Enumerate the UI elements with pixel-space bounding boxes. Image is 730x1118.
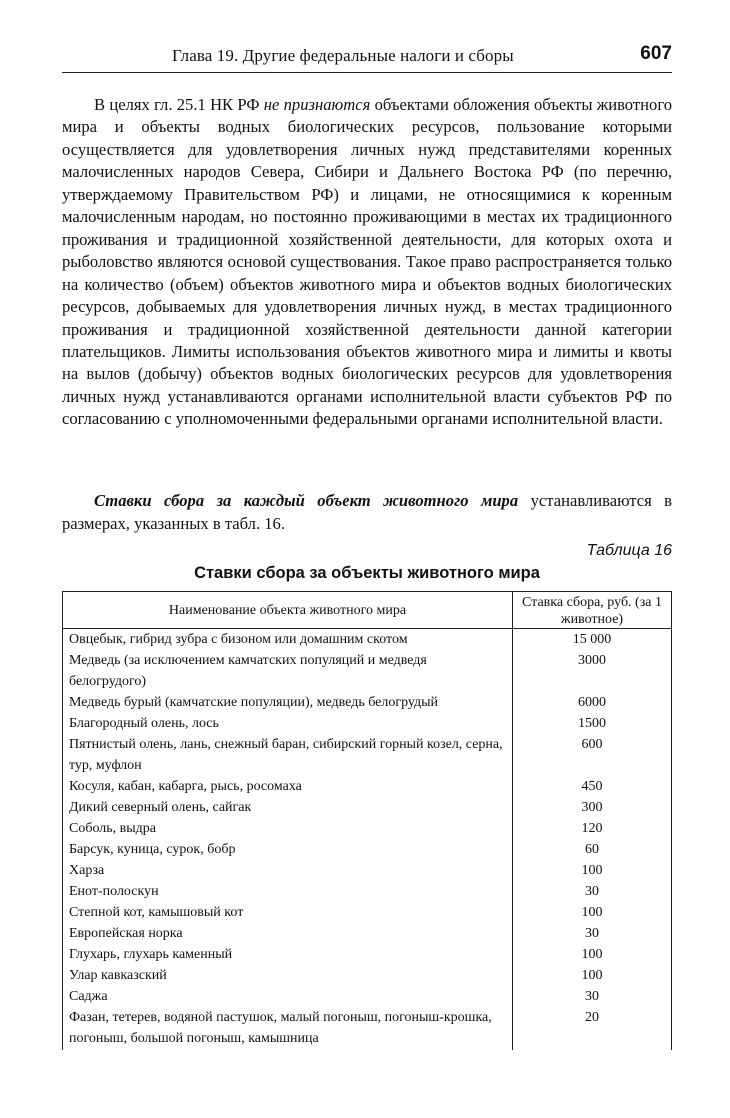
table-caption: Ставки сбора за объекты животного мира <box>194 564 540 582</box>
table-header-row <box>63 592 672 629</box>
paragraph-text: объектами обложения объекты животного мира и объекты водных биологических ресурсов, пользование которыми осуществляется для удовлетворения личных нужд представителями коренных малочисленных народов Севера, Сибири и Дальнего Востока РФ (по перечню, утверждаемому Правительством РФ) и лицами, не относящимися к коренным малочисленным народам, но постоянно проживающими в местах их традиционного проживания и традиционной хозяйственной деятельности, для которых охота и рыболовство являются основой существования. Такое право распространяется только на количество (объем) объектов животного мира и объектов водных биологических ресурсов, добываемых для удовлетворения личных нужд, в местах традиционного проживания и традиционной хозяйственной деятельности данной категории плательщиков. Лимиты использования объектов животного мира и лимиты и квоты на вылов (добычу) объектов водных биологических ресурсов для удовлетворения личных нужд устанавливаются органами исполнительной власти субъектов РФ по согласованию с уполномоченными федеральными органами исполнительной власти. <box>62 95 673 429</box>
table-row <box>63 839 672 860</box>
animal-name-cell: Пятнистый олень, лань, снежный баран, сибирский горный козел, серна, тур, муфлон <box>63 734 513 776</box>
paragraph-exclusions <box>62 94 672 431</box>
table-row <box>63 776 672 797</box>
rate-cell: 15 000 <box>513 629 672 651</box>
animal-name-cell: Енот-полоскун <box>63 881 513 902</box>
table-body <box>63 629 672 1051</box>
table-row <box>63 944 672 965</box>
rate-cell: 1500 <box>513 713 672 734</box>
table-row <box>63 629 672 651</box>
animal-name-cell: Медведь (за исключением камчатских популяций и медведя белогрудого) <box>63 650 513 692</box>
paragraph-rates-intro <box>62 490 672 535</box>
table-row <box>63 860 672 881</box>
table-row <box>63 1007 672 1050</box>
table-row <box>63 650 672 692</box>
table-row <box>63 713 672 734</box>
rate-cell: 450 <box>513 776 672 797</box>
table-row <box>63 986 672 1007</box>
rate-cell: 30 <box>513 881 672 902</box>
animal-name-cell: Овцебык, гибрид зубра с бизоном или домашним скотом <box>63 629 513 651</box>
table-row <box>63 734 672 776</box>
paragraph-text: устанавливаются в размерах, указанных в табл. 16. <box>62 491 672 533</box>
rate-cell: 30 <box>513 923 672 944</box>
rate-cell: 30 <box>513 986 672 1007</box>
table-row <box>63 881 672 902</box>
table-row <box>63 692 672 713</box>
page-number: 607 <box>640 43 672 64</box>
animal-name-cell: Улар кавказский <box>63 965 513 986</box>
rate-cell: 100 <box>513 944 672 965</box>
animal-name-cell: Барсук, куница, сурок, бобр <box>63 839 513 860</box>
rate-cell: 6000 <box>513 692 672 713</box>
column-header-name: Наименование объекта животного мира <box>63 592 513 629</box>
rate-cell: 100 <box>513 965 672 986</box>
animal-name-cell: Саджа <box>63 986 513 1007</box>
animal-name-cell: Косуля, кабан, кабарга, рысь, росомаха <box>63 776 513 797</box>
animal-name-cell: Европейская норка <box>63 923 513 944</box>
rate-cell: 100 <box>513 860 672 881</box>
animal-name-cell: Фазан, тетерев, водяной пастушок, малый погоныш, погоныш-крошка, погоныш, большой погоныш, камышница <box>63 1007 513 1050</box>
rate-cell: 3000 <box>513 650 672 692</box>
running-header <box>62 42 672 73</box>
running-title: Глава 19. Другие федеральные налоги и сборы <box>172 46 514 65</box>
column-header-rate: Ставка сбора, руб. (за 1 животное) <box>513 592 672 629</box>
rate-cell: 120 <box>513 818 672 839</box>
table-row <box>63 818 672 839</box>
table-label: Таблица 16 <box>586 542 672 559</box>
animal-name-cell: Дикий северный олень, сайгак <box>63 797 513 818</box>
animal-name-cell: Глухарь, глухарь каменный <box>63 944 513 965</box>
rate-cell: 300 <box>513 797 672 818</box>
paragraph-emphasis: Ставки сбора за каждый объект животного мира <box>94 491 519 510</box>
rate-cell: 20 <box>513 1007 672 1050</box>
table-row <box>63 923 672 944</box>
animal-name-cell: Харза <box>63 860 513 881</box>
rate-cell: 600 <box>513 734 672 776</box>
rate-cell: 100 <box>513 902 672 923</box>
table-row <box>63 902 672 923</box>
rate-cell: 60 <box>513 839 672 860</box>
animal-name-cell: Благородный олень, лось <box>63 713 513 734</box>
paragraph-emphasis: не признаются <box>263 95 371 114</box>
paragraph-text: В целях гл. 25.1 НК РФ <box>94 95 264 114</box>
animal-name-cell: Медведь бурый (камчатские популяции), медведь белогрудый <box>63 692 513 713</box>
table-row <box>63 797 672 818</box>
rates-table <box>62 591 672 1050</box>
animal-name-cell: Степной кот, камышовый кот <box>63 902 513 923</box>
table-row <box>63 965 672 986</box>
animal-name-cell: Соболь, выдра <box>63 818 513 839</box>
